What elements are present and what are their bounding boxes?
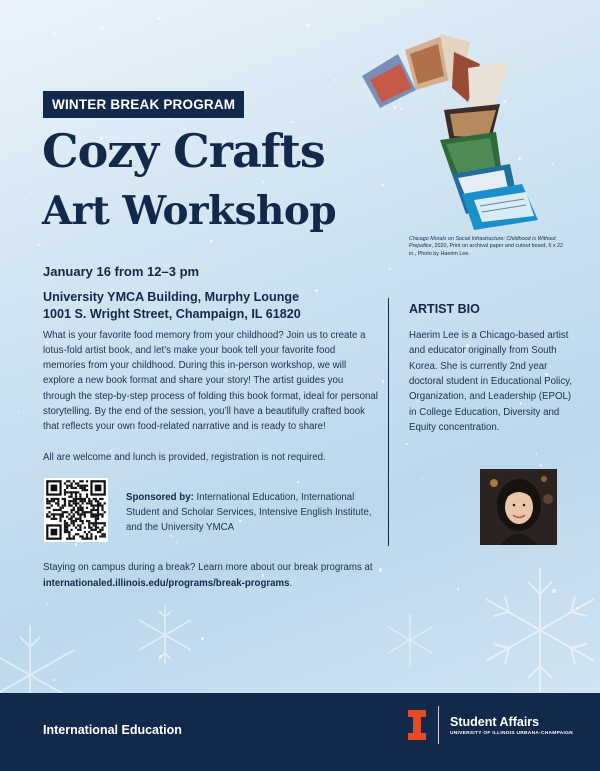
footer-divider	[438, 706, 439, 744]
event-location-line-1: University YMCA Building, Murphy Lounge	[43, 290, 300, 304]
snow-dot	[98, 1, 99, 2]
snow-dot	[290, 121, 292, 123]
snowflake-icon	[130, 600, 200, 670]
footer-student-affairs: Student Affairs	[450, 715, 540, 729]
snow-dot	[158, 17, 161, 20]
column-divider	[388, 298, 389, 546]
snow-dot	[536, 453, 537, 454]
event-location-line-2: 1001 S. Wright Street, Champaign, IL 61820	[43, 307, 301, 322]
title-line-1: Cozy Crafts	[42, 124, 325, 178]
snow-dot	[170, 535, 172, 537]
footer-university-name: UNIVERSITY OF ILLINOIS URBANA-CHAMPAIGN	[450, 731, 573, 736]
artwork-caption-details: , 2020, Print on archival paper and cutout board, 6 x 22 in., Photo by Haerim Lee.	[409, 243, 564, 257]
artwork-caption-title: Chicago Morals on Social Infrastructure: Childhood is Without Prejudice	[409, 236, 556, 250]
snow-dot	[540, 464, 542, 466]
snow-dot	[46, 604, 48, 606]
snowflake-icon	[470, 560, 600, 700]
program-banner: WINTER BREAK PROGRAM	[43, 91, 244, 118]
event-date: January 16 from 12–3 pm	[43, 264, 200, 279]
snow-dot	[389, 268, 391, 270]
snow-dot	[406, 443, 408, 445]
artist-bio: Haerim Lee is a Chicago-based artist and educator originally from South Korea. She is currently 2nd year doctoral student in Educational Policy, Organization, and Leadership (EPOL) in College Education, Diversity and Equity concentration.	[409, 330, 572, 433]
snow-dot	[101, 26, 104, 29]
artwork-caption	[409, 236, 571, 258]
snow-dot	[18, 411, 20, 413]
snow-dot	[315, 289, 318, 292]
snow-dot	[334, 79, 336, 81]
snowflake-icon	[380, 610, 440, 670]
snow-dot	[54, 33, 56, 35]
snow-dot	[235, 470, 237, 472]
title-line-2: Art Workshop	[42, 188, 337, 234]
snow-dot	[265, 655, 266, 656]
snow-dot	[188, 15, 190, 17]
snow-dot	[457, 588, 459, 590]
sponsor-text	[126, 490, 376, 535]
snow-dot	[31, 192, 33, 194]
snow-dot	[75, 543, 77, 545]
event-description: What is your favorite food memory from your childhood? Join us to create a lotus-fold artist book, and let’s make your book tell your favorite food memories from your childhood. During this in-person workshop, we will explore a new book format and share your story! The artist guides you through the step-by-step process of folding this book format, ideal for personal storytelling. By the end of the session, you’ll have a beautifully crafted book that reflects your own food-related narrative and is ready to share!	[43, 330, 378, 432]
artist-portrait	[480, 469, 557, 545]
block-i-logo	[408, 710, 426, 740]
all-welcome-note: All are welcome and lunch is provided, registration is not required.	[43, 452, 326, 463]
break-programs-text: Staying on campus during a break? Learn more about our break programs at	[43, 562, 373, 573]
snow-dot	[13, 368, 14, 369]
event-location	[43, 289, 301, 324]
snow-dot	[38, 244, 40, 246]
break-programs-end: .	[289, 577, 293, 589]
qr-code[interactable]	[44, 478, 108, 542]
lotus-fold-book-image	[350, 24, 550, 236]
artist-bio-heading: ARTIST BIO	[409, 302, 480, 316]
snow-dot	[210, 240, 213, 243]
break-programs-note	[43, 560, 383, 591]
footer-bar	[0, 693, 600, 771]
sponsor-list: International Education, International Student and Scholar Services, Intensive English Institute, and the University YMCA	[126, 492, 372, 534]
snow-dot	[193, 245, 194, 246]
snow-dot	[552, 163, 553, 164]
break-programs-link[interactable]: internationaled.illinois.edu/programs/break-programs	[43, 577, 290, 589]
snow-dot	[421, 478, 422, 479]
snow-dot	[201, 637, 204, 640]
snow-dot	[382, 380, 385, 383]
footer-international-education: International Education	[43, 723, 182, 737]
sponsor-label: Sponsored by:	[126, 492, 194, 503]
snow-dot	[307, 24, 310, 27]
snow-dot	[297, 481, 299, 483]
snow-dot	[176, 542, 178, 544]
snow-dot	[285, 284, 286, 285]
snow-dot	[262, 181, 264, 183]
